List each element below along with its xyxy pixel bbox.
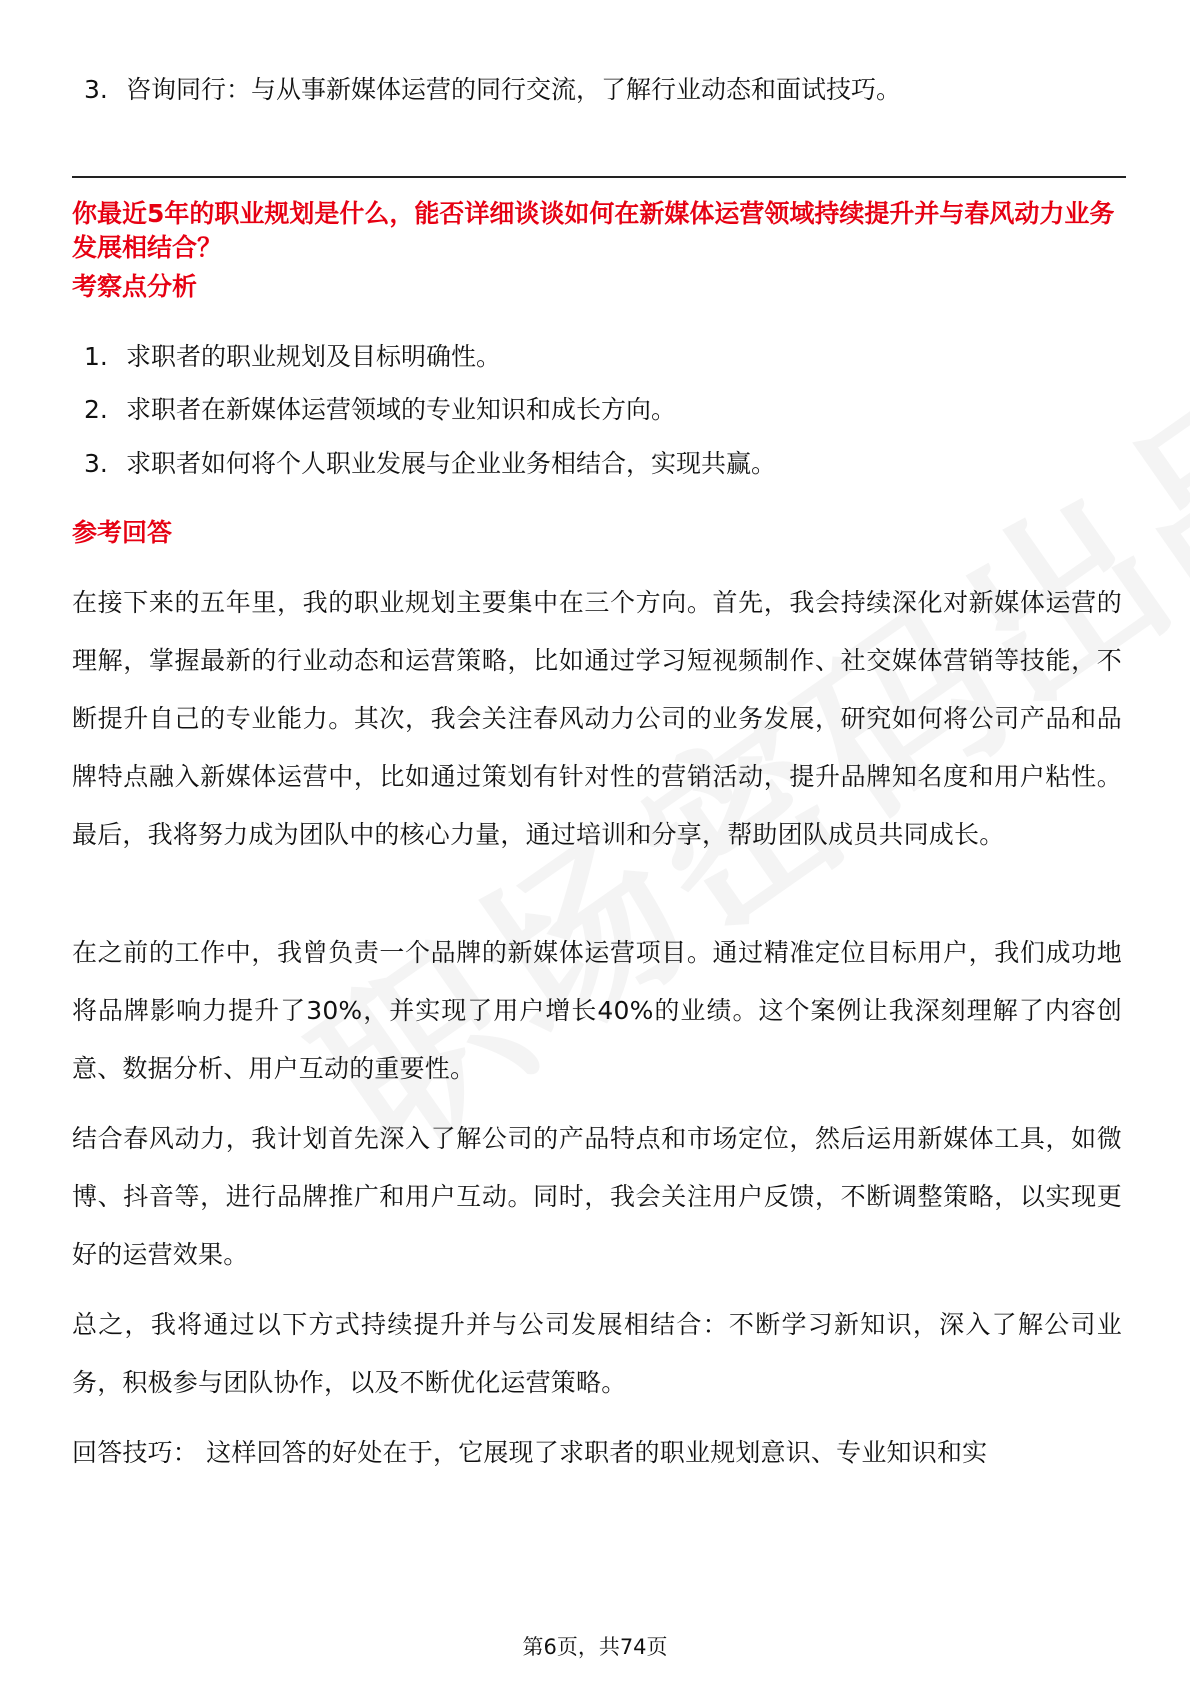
analysis-item-number: 2. (84, 395, 108, 424)
answer-paragraph: 总之，我将通过以下方式持续提升并与公司发展相结合：不断学习新知识，深入了解公司业务，积极参与团队协作，以及不断优化运营策略。 (72, 1310, 1122, 1397)
analysis-item (84, 339, 501, 375)
analysis-item-text: 求职者如何将个人职业发展与企业业务相结合，实现共赢。 (126, 449, 777, 478)
page-footer: 第6页，共74页 (522, 1635, 668, 1659)
answer-tip: 回答技巧： 这样回答的好处在于，它展现了求职者的职业规划意识、专业知识和实 (72, 1438, 988, 1467)
answer-paragraph: 在接下来的五年里，我的职业规划主要集中在三个方向。首先，我会持续深化对新媒体运营的理解，掌握最新的行业动态和运营策略，比如通过学习短视频制作、社交媒体营销等技能，不断提升自己的专业能力。其次，我会关注春风动力公司的业务发展，研究如何将公司产品和品牌特点融入新媒体运营中，比如通过策划有针对性的营销活动，提升品牌知名度和用户粘性。最后，我将努力成为团队中的核心力量，通过培训和分享，帮助团队成员共同成长。 (72, 588, 1122, 849)
list-item (84, 72, 901, 108)
analysis-item-text: 求职者的职业规划及目标明确性。 (126, 342, 502, 371)
answer-paragraph: 在之前的工作中，我曾负责一个品牌的新媒体运营项目。通过精准定位目标用户，我们成功地将品牌影响力提升了30%，并实现了用户增长40%的业绩。这个案例让我深刻理解了内容创意、数据分析、用户互动的重要性。 (72, 938, 1122, 1083)
analysis-heading: 考察点分析 (72, 272, 198, 301)
answer-heading: 参考回答 (72, 518, 173, 547)
analysis-item-text: 求职者在新媒体运营领域的专业知识和成长方向。 (126, 395, 677, 424)
section-divider (72, 176, 1126, 178)
list-item-number: 3. (84, 75, 108, 104)
interview-question: 你最近5年的职业规划是什么，能否详细谈谈如何在新媒体运营领域持续提升并与春风动力业务发展相结合？ (72, 199, 1115, 262)
list-item-text: 咨询同行：与从事新媒体运营的同行交流，了解行业动态和面试技巧。 (126, 75, 902, 104)
analysis-item-number: 3. (84, 449, 108, 478)
analysis-item (84, 392, 676, 428)
analysis-item-number: 1. (84, 342, 108, 371)
analysis-item (84, 446, 776, 482)
answer-paragraph: 结合春风动力，我计划首先深入了解公司的产品特点和市场定位，然后运用新媒体工具，如微博、抖音等，进行品牌推广和用户互动。同时，我会关注用户反馈，不断调整策略，以实现更好的运营效果。 (72, 1124, 1122, 1269)
